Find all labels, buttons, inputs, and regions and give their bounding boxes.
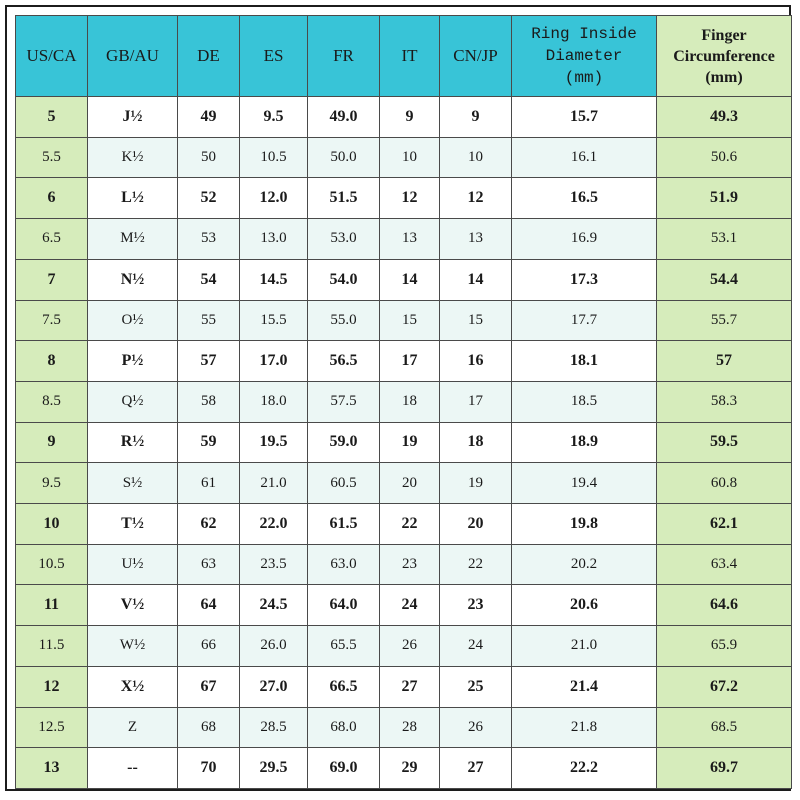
cell-us-ca: 10.5 [16, 544, 88, 585]
cell-cn-jp: 14 [440, 259, 512, 300]
header-diameter-line1: Ring Inside [531, 25, 637, 43]
table-row [16, 381, 792, 422]
cell-it: 26 [380, 626, 440, 667]
cell-it: 17 [380, 341, 440, 382]
table-row [16, 137, 792, 178]
cell-ring-diameter: 21.4 [512, 666, 657, 707]
cell-de: 58 [178, 381, 240, 422]
cell-fr: 49.0 [308, 97, 380, 138]
cell-fr: 55.0 [308, 300, 380, 341]
cell-gb-au: Q½ [88, 381, 178, 422]
header-it: IT [380, 16, 440, 97]
ring-size-chart-frame [5, 5, 791, 791]
cell-es: 9.5 [240, 97, 308, 138]
cell-finger-circumference: 60.8 [657, 463, 792, 504]
cell-gb-au: Z [88, 707, 178, 748]
header-finger-line1: Finger [701, 26, 747, 44]
cell-it: 28 [380, 707, 440, 748]
cell-it: 18 [380, 381, 440, 422]
header-cn-jp: CN/JP [440, 16, 512, 97]
cell-cn-jp: 24 [440, 626, 512, 667]
cell-de: 59 [178, 422, 240, 463]
cell-es: 28.5 [240, 707, 308, 748]
cell-us-ca: 12 [16, 666, 88, 707]
table-row [16, 626, 792, 667]
cell-us-ca: 5.5 [16, 137, 88, 178]
cell-us-ca: 8.5 [16, 381, 88, 422]
cell-cn-jp: 9 [440, 97, 512, 138]
cell-it: 20 [380, 463, 440, 504]
cell-it: 13 [380, 219, 440, 260]
cell-ring-diameter: 16.9 [512, 219, 657, 260]
cell-it: 10 [380, 137, 440, 178]
cell-fr: 64.0 [308, 585, 380, 626]
cell-finger-circumference: 59.5 [657, 422, 792, 463]
cell-cn-jp: 17 [440, 381, 512, 422]
cell-cn-jp: 15 [440, 300, 512, 341]
cell-gb-au: S½ [88, 463, 178, 504]
table-row [16, 666, 792, 707]
table-row [16, 341, 792, 382]
cell-fr: 68.0 [308, 707, 380, 748]
cell-fr: 59.0 [308, 422, 380, 463]
cell-it: 12 [380, 178, 440, 219]
cell-it: 23 [380, 544, 440, 585]
table-row [16, 585, 792, 626]
table-row [16, 504, 792, 545]
cell-de: 62 [178, 504, 240, 545]
cell-gb-au: R½ [88, 422, 178, 463]
cell-ring-diameter: 21.8 [512, 707, 657, 748]
cell-finger-circumference: 57 [657, 341, 792, 382]
header-es: ES [240, 16, 308, 97]
cell-cn-jp: 23 [440, 585, 512, 626]
header-fr: FR [308, 16, 380, 97]
cell-gb-au: L½ [88, 178, 178, 219]
header-finger-circumference [657, 16, 792, 97]
cell-fr: 69.0 [308, 748, 380, 789]
cell-finger-circumference: 58.3 [657, 381, 792, 422]
cell-us-ca: 8 [16, 341, 88, 382]
cell-ring-diameter: 16.1 [512, 137, 657, 178]
cell-gb-au: T½ [88, 504, 178, 545]
cell-fr: 66.5 [308, 666, 380, 707]
ring-size-table [15, 15, 792, 789]
cell-gb-au: N½ [88, 259, 178, 300]
cell-us-ca: 9.5 [16, 463, 88, 504]
cell-us-ca: 11.5 [16, 626, 88, 667]
cell-ring-diameter: 17.3 [512, 259, 657, 300]
table-row [16, 544, 792, 585]
cell-ring-diameter: 19.8 [512, 504, 657, 545]
cell-fr: 61.5 [308, 504, 380, 545]
cell-de: 64 [178, 585, 240, 626]
cell-gb-au: V½ [88, 585, 178, 626]
cell-fr: 56.5 [308, 341, 380, 382]
table-row [16, 300, 792, 341]
cell-it: 27 [380, 666, 440, 707]
cell-finger-circumference: 68.5 [657, 707, 792, 748]
cell-de: 68 [178, 707, 240, 748]
cell-es: 22.0 [240, 504, 308, 545]
cell-fr: 54.0 [308, 259, 380, 300]
table-row [16, 422, 792, 463]
cell-de: 70 [178, 748, 240, 789]
cell-de: 54 [178, 259, 240, 300]
cell-fr: 53.0 [308, 219, 380, 260]
cell-finger-circumference: 67.2 [657, 666, 792, 707]
cell-gb-au: W½ [88, 626, 178, 667]
header-diameter-line3: (mm) [564, 69, 604, 87]
cell-cn-jp: 27 [440, 748, 512, 789]
cell-ring-diameter: 15.7 [512, 97, 657, 138]
cell-fr: 60.5 [308, 463, 380, 504]
cell-us-ca: 6.5 [16, 219, 88, 260]
cell-finger-circumference: 55.7 [657, 300, 792, 341]
cell-it: 9 [380, 97, 440, 138]
cell-gb-au: K½ [88, 137, 178, 178]
table-row [16, 259, 792, 300]
cell-es: 12.0 [240, 178, 308, 219]
cell-us-ca: 13 [16, 748, 88, 789]
cell-cn-jp: 26 [440, 707, 512, 748]
cell-de: 66 [178, 626, 240, 667]
cell-finger-circumference: 69.7 [657, 748, 792, 789]
cell-cn-jp: 25 [440, 666, 512, 707]
table-row [16, 707, 792, 748]
cell-cn-jp: 18 [440, 422, 512, 463]
cell-us-ca: 7 [16, 259, 88, 300]
header-de: DE [178, 16, 240, 97]
cell-us-ca: 7.5 [16, 300, 88, 341]
table-row [16, 97, 792, 138]
cell-ring-diameter: 18.5 [512, 381, 657, 422]
cell-ring-diameter: 20.6 [512, 585, 657, 626]
cell-cn-jp: 13 [440, 219, 512, 260]
cell-fr: 51.5 [308, 178, 380, 219]
cell-de: 52 [178, 178, 240, 219]
cell-gb-au: -- [88, 748, 178, 789]
cell-ring-diameter: 22.2 [512, 748, 657, 789]
table-row [16, 219, 792, 260]
table-row [16, 748, 792, 789]
cell-cn-jp: 10 [440, 137, 512, 178]
cell-it: 24 [380, 585, 440, 626]
header-ring-inside-diameter [512, 16, 657, 97]
cell-us-ca: 10 [16, 504, 88, 545]
cell-gb-au: X½ [88, 666, 178, 707]
cell-it: 15 [380, 300, 440, 341]
cell-ring-diameter: 16.5 [512, 178, 657, 219]
cell-us-ca: 11 [16, 585, 88, 626]
cell-es: 18.0 [240, 381, 308, 422]
cell-es: 14.5 [240, 259, 308, 300]
cell-ring-diameter: 18.1 [512, 341, 657, 382]
header-diameter-line2: Diameter [545, 47, 623, 65]
cell-us-ca: 9 [16, 422, 88, 463]
cell-cn-jp: 20 [440, 504, 512, 545]
cell-it: 19 [380, 422, 440, 463]
cell-finger-circumference: 62.1 [657, 504, 792, 545]
cell-cn-jp: 16 [440, 341, 512, 382]
cell-es: 19.5 [240, 422, 308, 463]
cell-de: 50 [178, 137, 240, 178]
cell-ring-diameter: 18.9 [512, 422, 657, 463]
cell-cn-jp: 12 [440, 178, 512, 219]
cell-gb-au: J½ [88, 97, 178, 138]
cell-ring-diameter: 19.4 [512, 463, 657, 504]
cell-ring-diameter: 20.2 [512, 544, 657, 585]
cell-es: 13.0 [240, 219, 308, 260]
cell-de: 63 [178, 544, 240, 585]
header-us-ca: US/CA [16, 16, 88, 97]
cell-es: 24.5 [240, 585, 308, 626]
cell-de: 55 [178, 300, 240, 341]
cell-gb-au: O½ [88, 300, 178, 341]
cell-de: 49 [178, 97, 240, 138]
cell-us-ca: 5 [16, 97, 88, 138]
cell-us-ca: 6 [16, 178, 88, 219]
cell-fr: 65.5 [308, 626, 380, 667]
cell-de: 61 [178, 463, 240, 504]
cell-fr: 50.0 [308, 137, 380, 178]
cell-gb-au: P½ [88, 341, 178, 382]
cell-finger-circumference: 53.1 [657, 219, 792, 260]
header-gb-au: GB/AU [88, 16, 178, 97]
header-finger-line2: Circumference [673, 47, 775, 65]
cell-it: 22 [380, 504, 440, 545]
cell-es: 10.5 [240, 137, 308, 178]
cell-es: 27.0 [240, 666, 308, 707]
cell-ring-diameter: 17.7 [512, 300, 657, 341]
cell-finger-circumference: 63.4 [657, 544, 792, 585]
cell-de: 53 [178, 219, 240, 260]
cell-es: 29.5 [240, 748, 308, 789]
cell-es: 26.0 [240, 626, 308, 667]
cell-de: 57 [178, 341, 240, 382]
cell-de: 67 [178, 666, 240, 707]
cell-ring-diameter: 21.0 [512, 626, 657, 667]
cell-gb-au: U½ [88, 544, 178, 585]
cell-es: 17.0 [240, 341, 308, 382]
cell-es: 21.0 [240, 463, 308, 504]
cell-fr: 63.0 [308, 544, 380, 585]
cell-gb-au: M½ [88, 219, 178, 260]
cell-fr: 57.5 [308, 381, 380, 422]
cell-finger-circumference: 65.9 [657, 626, 792, 667]
cell-finger-circumference: 64.6 [657, 585, 792, 626]
cell-es: 15.5 [240, 300, 308, 341]
cell-finger-circumference: 54.4 [657, 259, 792, 300]
table-row [16, 178, 792, 219]
cell-finger-circumference: 49.3 [657, 97, 792, 138]
table-row [16, 463, 792, 504]
cell-es: 23.5 [240, 544, 308, 585]
cell-finger-circumference: 51.9 [657, 178, 792, 219]
table-header-row [16, 16, 792, 97]
cell-cn-jp: 22 [440, 544, 512, 585]
cell-it: 14 [380, 259, 440, 300]
header-finger-line3: (mm) [705, 68, 743, 86]
cell-finger-circumference: 50.6 [657, 137, 792, 178]
cell-us-ca: 12.5 [16, 707, 88, 748]
cell-cn-jp: 19 [440, 463, 512, 504]
cell-it: 29 [380, 748, 440, 789]
